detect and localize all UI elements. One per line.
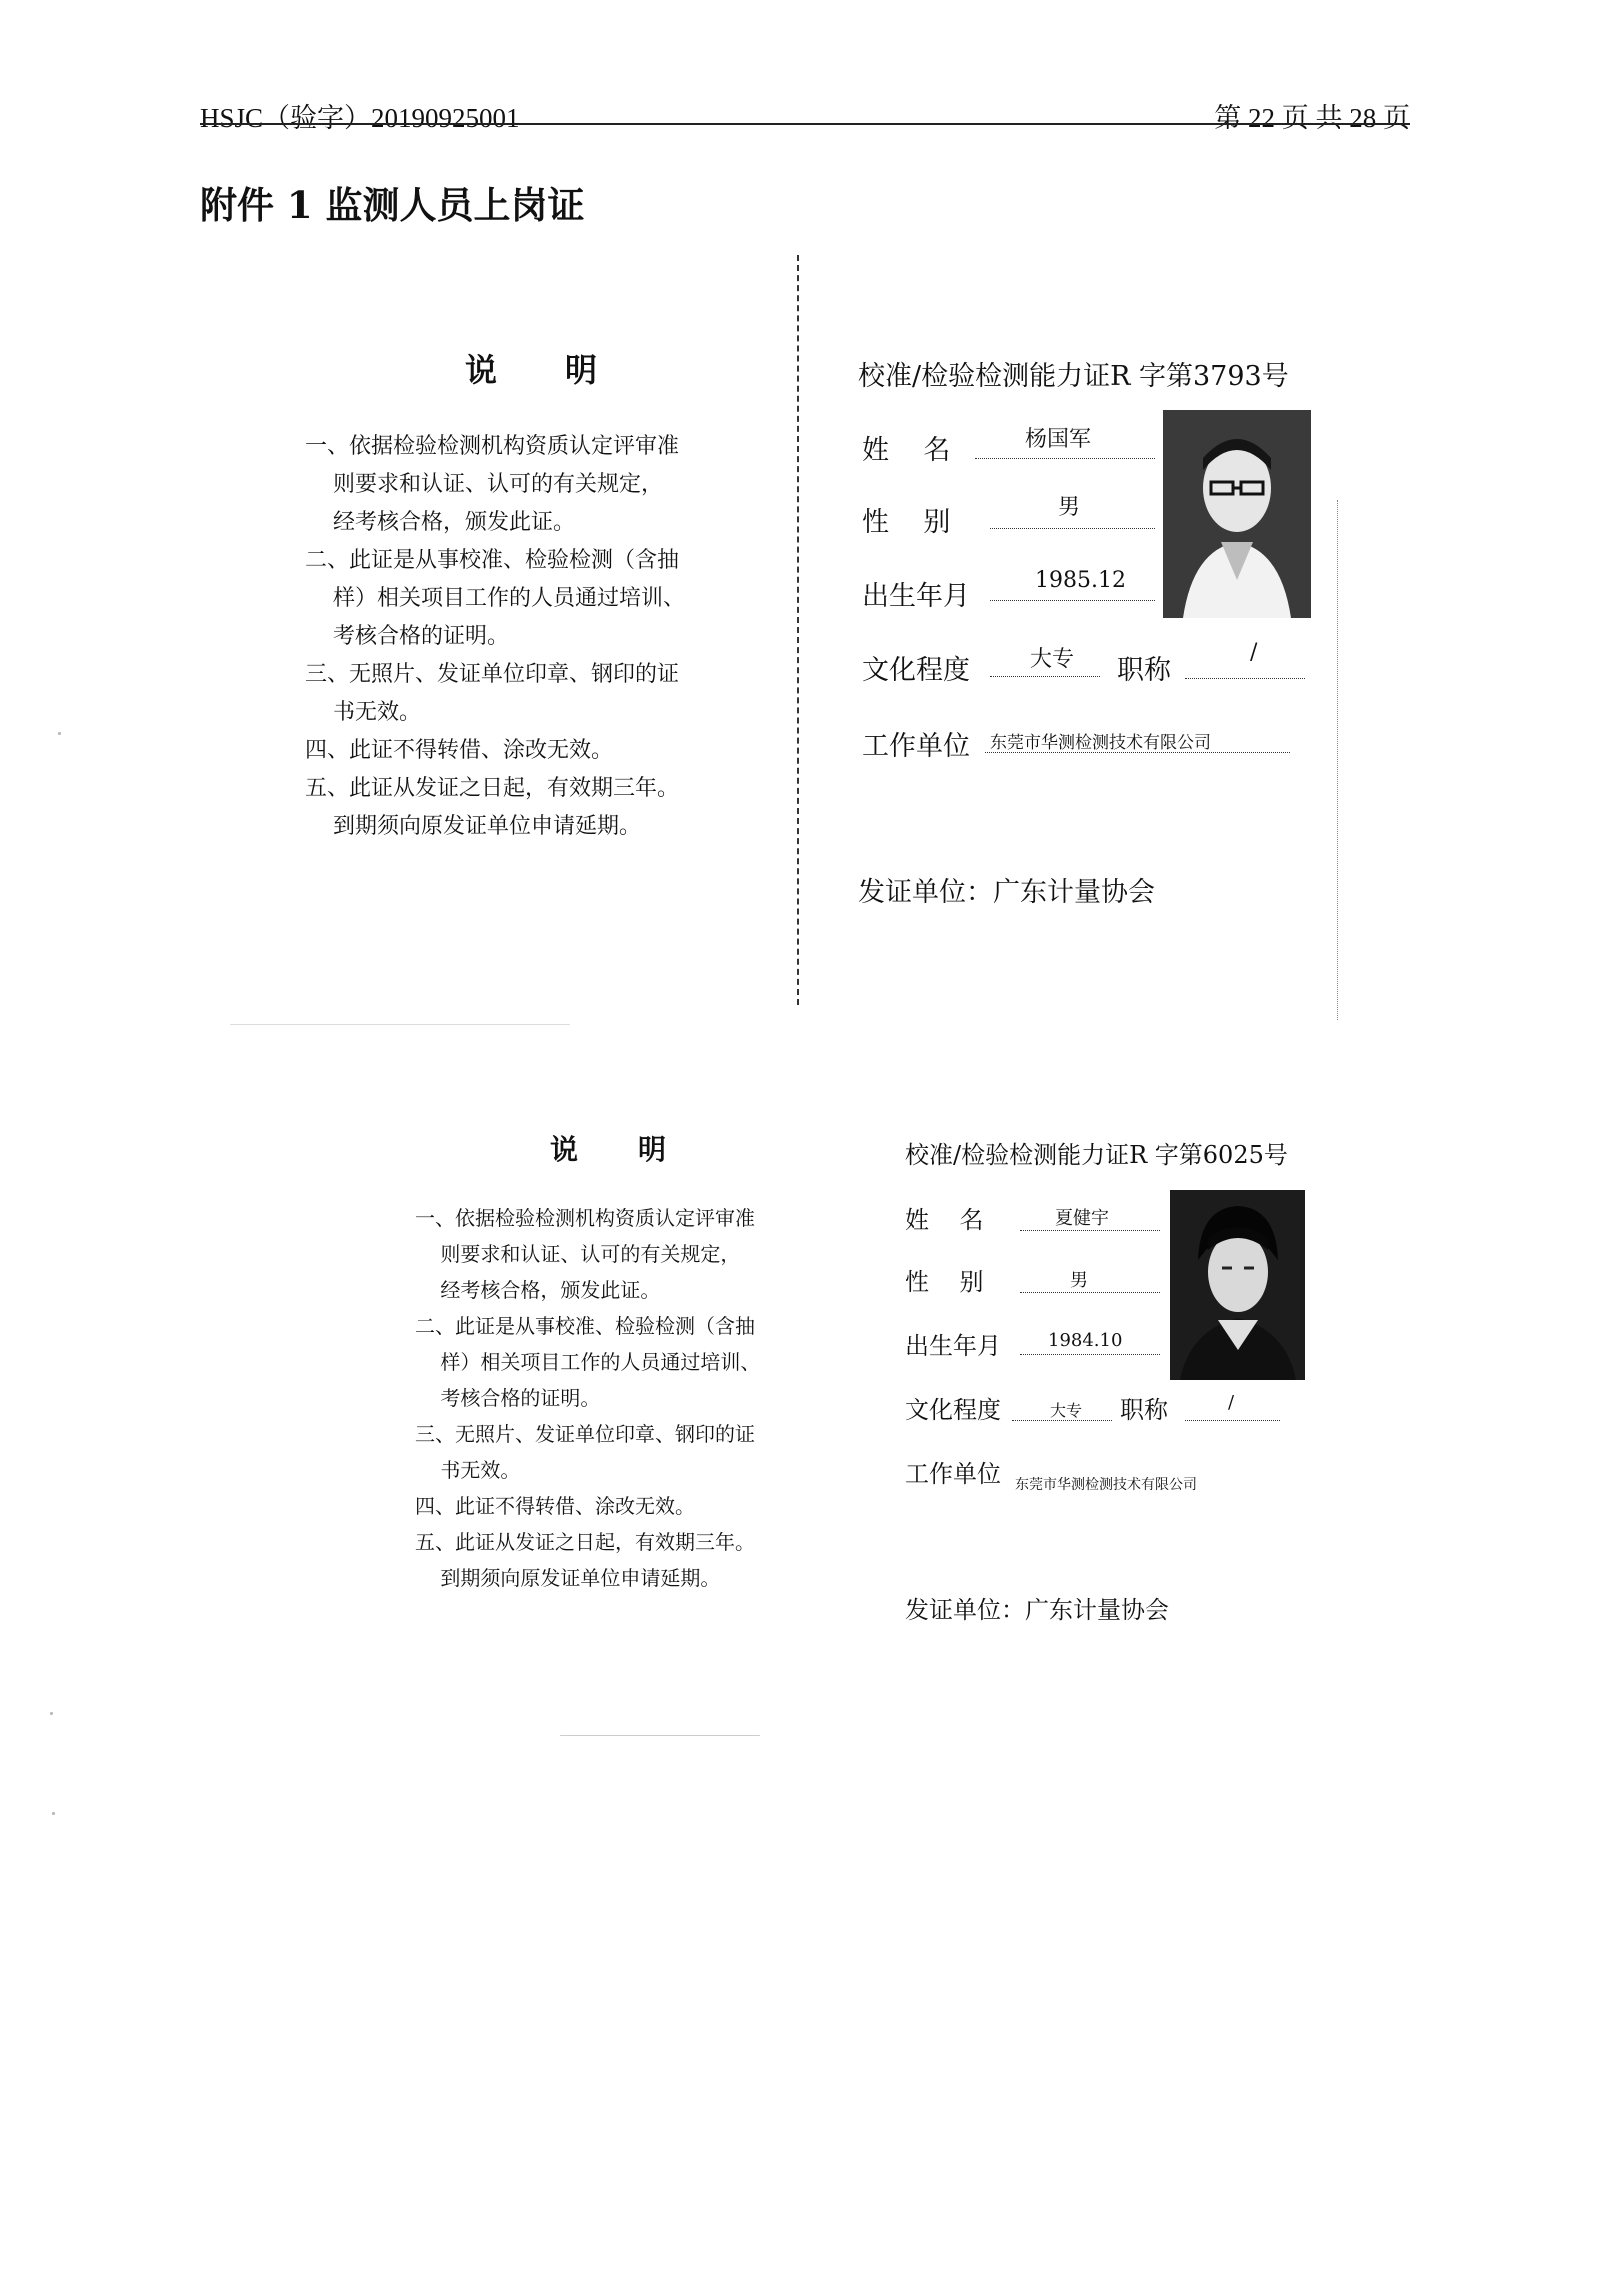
birth-label: 出生年月 xyxy=(862,581,970,612)
work-unit-label: 工作单位 xyxy=(862,731,970,762)
explanation-line: 三、无照片、发证单位印章、钢印的证 xyxy=(415,1422,755,1446)
explanation-line: 则要求和认证、认可的有关规定， xyxy=(305,472,663,497)
explanation-line: 二、此证是从事校准、检验检测（含抽 xyxy=(415,1314,755,1338)
education-underline xyxy=(1012,1420,1112,1421)
scan-speck xyxy=(52,1812,55,1815)
explanation-line: 五、此证从发证之日起，有效期三年。 xyxy=(305,776,680,801)
issuer: 发证单位：广东计量协会 xyxy=(858,877,1155,908)
education-label: 文化程度 xyxy=(905,1396,1001,1424)
explanation-title-left: 说 xyxy=(550,1133,579,1166)
explanation-line: 到期须向原发证单位申请延期。 xyxy=(415,1566,721,1590)
page-title: 附件 1 监测人员上岗证 xyxy=(200,183,585,227)
explanation-line: 二、此证是从事校准、检验检测（含抽 xyxy=(305,548,680,573)
explanation-line: 经考核合格，颁发此证。 xyxy=(415,1278,661,1302)
name-label: 姓 名 xyxy=(905,1206,984,1234)
explanation-title-right: 明 xyxy=(565,351,598,389)
explanation-line: 一、依据检验检测机构资质认定评审准 xyxy=(305,434,680,459)
explanation-line: 到期须向原发证单位申请延期。 xyxy=(305,814,641,839)
certificate-number: 校准/检验检测能力证R 字第3793号 xyxy=(858,361,1289,392)
explanation-line: 样）相关项目工作的人员通过培训、 xyxy=(415,1350,761,1374)
explanation-line: 考核合格的证明。 xyxy=(305,624,509,649)
certificate-number: 校准/检验检测能力证R 字第6025号 xyxy=(905,1141,1288,1169)
explanation-line: 经考核合格，颁发此证。 xyxy=(305,510,575,535)
scan-speck xyxy=(50,1712,53,1715)
education-value: 大专 xyxy=(1050,1401,1083,1420)
gender-value: 男 xyxy=(1070,1270,1088,1291)
name-value: 杨国军 xyxy=(1025,427,1092,452)
birth-underline xyxy=(1020,1354,1160,1355)
work-unit-value: 东莞市华测检测技术有限公司 xyxy=(990,733,1211,753)
name-underline xyxy=(1020,1230,1160,1231)
explanation-list xyxy=(415,1200,760,1596)
scan-speck xyxy=(58,732,61,735)
explanation-line: 五、此证从发证之日起，有效期三年。 xyxy=(415,1530,755,1554)
gender-label: 性 别 xyxy=(905,1268,984,1296)
explanation-line: 一、依据检验检测机构资质认定评审准 xyxy=(415,1206,755,1230)
explanation-title-left: 说 xyxy=(465,351,498,389)
work-unit-label: 工作单位 xyxy=(905,1460,1001,1488)
scan-speck xyxy=(560,1735,760,1736)
explanation-line: 样）相关项目工作的人员通过培训、 xyxy=(305,586,685,611)
gender-underline xyxy=(1020,1292,1160,1293)
birth-value: 1985.12 xyxy=(1035,568,1126,593)
explanation-line: 书无效。 xyxy=(305,700,421,725)
job-title-underline xyxy=(1185,1420,1280,1421)
issuer: 发证单位：广东计量协会 xyxy=(905,1596,1169,1624)
explanation-title-right: 明 xyxy=(638,1133,667,1166)
name-label: 姓 名 xyxy=(862,435,951,466)
explanation-line: 四、此证不得转借、涂改无效。 xyxy=(305,738,614,763)
gender-value: 男 xyxy=(1058,495,1081,520)
person-photo xyxy=(1170,1190,1305,1380)
work-unit-value: 东莞市华测检测技术有限公司 xyxy=(1015,1477,1197,1493)
explanation-line: 考核合格的证明。 xyxy=(415,1386,601,1410)
page-number: 第 22 页 共 28 页 xyxy=(1214,103,1410,133)
scan-speck xyxy=(230,1024,570,1025)
birth-label: 出生年月 xyxy=(905,1332,1001,1360)
portrait-image xyxy=(1170,1190,1305,1380)
education-label: 文化程度 xyxy=(862,655,970,686)
explanation-line: 三、无照片、发证单位印章、钢印的证 xyxy=(305,662,680,687)
education-value: 大专 xyxy=(1030,647,1075,672)
job-title-label: 职称 xyxy=(1117,655,1171,686)
gender-label: 性 别 xyxy=(862,507,951,538)
explanation-line: 书无效。 xyxy=(415,1458,521,1482)
explanation-line: 则要求和认证、认可的有关规定， xyxy=(415,1242,741,1266)
document-code: HSJC（验字）20190925001 xyxy=(200,103,520,133)
job-title-value: / xyxy=(1250,640,1258,665)
job-title-value: / xyxy=(1228,1392,1235,1413)
name-value: 夏健宇 xyxy=(1055,1208,1109,1229)
explanation-line: 四、此证不得转借、涂改无效。 xyxy=(415,1494,695,1518)
birth-value: 1984.10 xyxy=(1048,1330,1123,1351)
job-title-label: 职称 xyxy=(1120,1396,1168,1424)
